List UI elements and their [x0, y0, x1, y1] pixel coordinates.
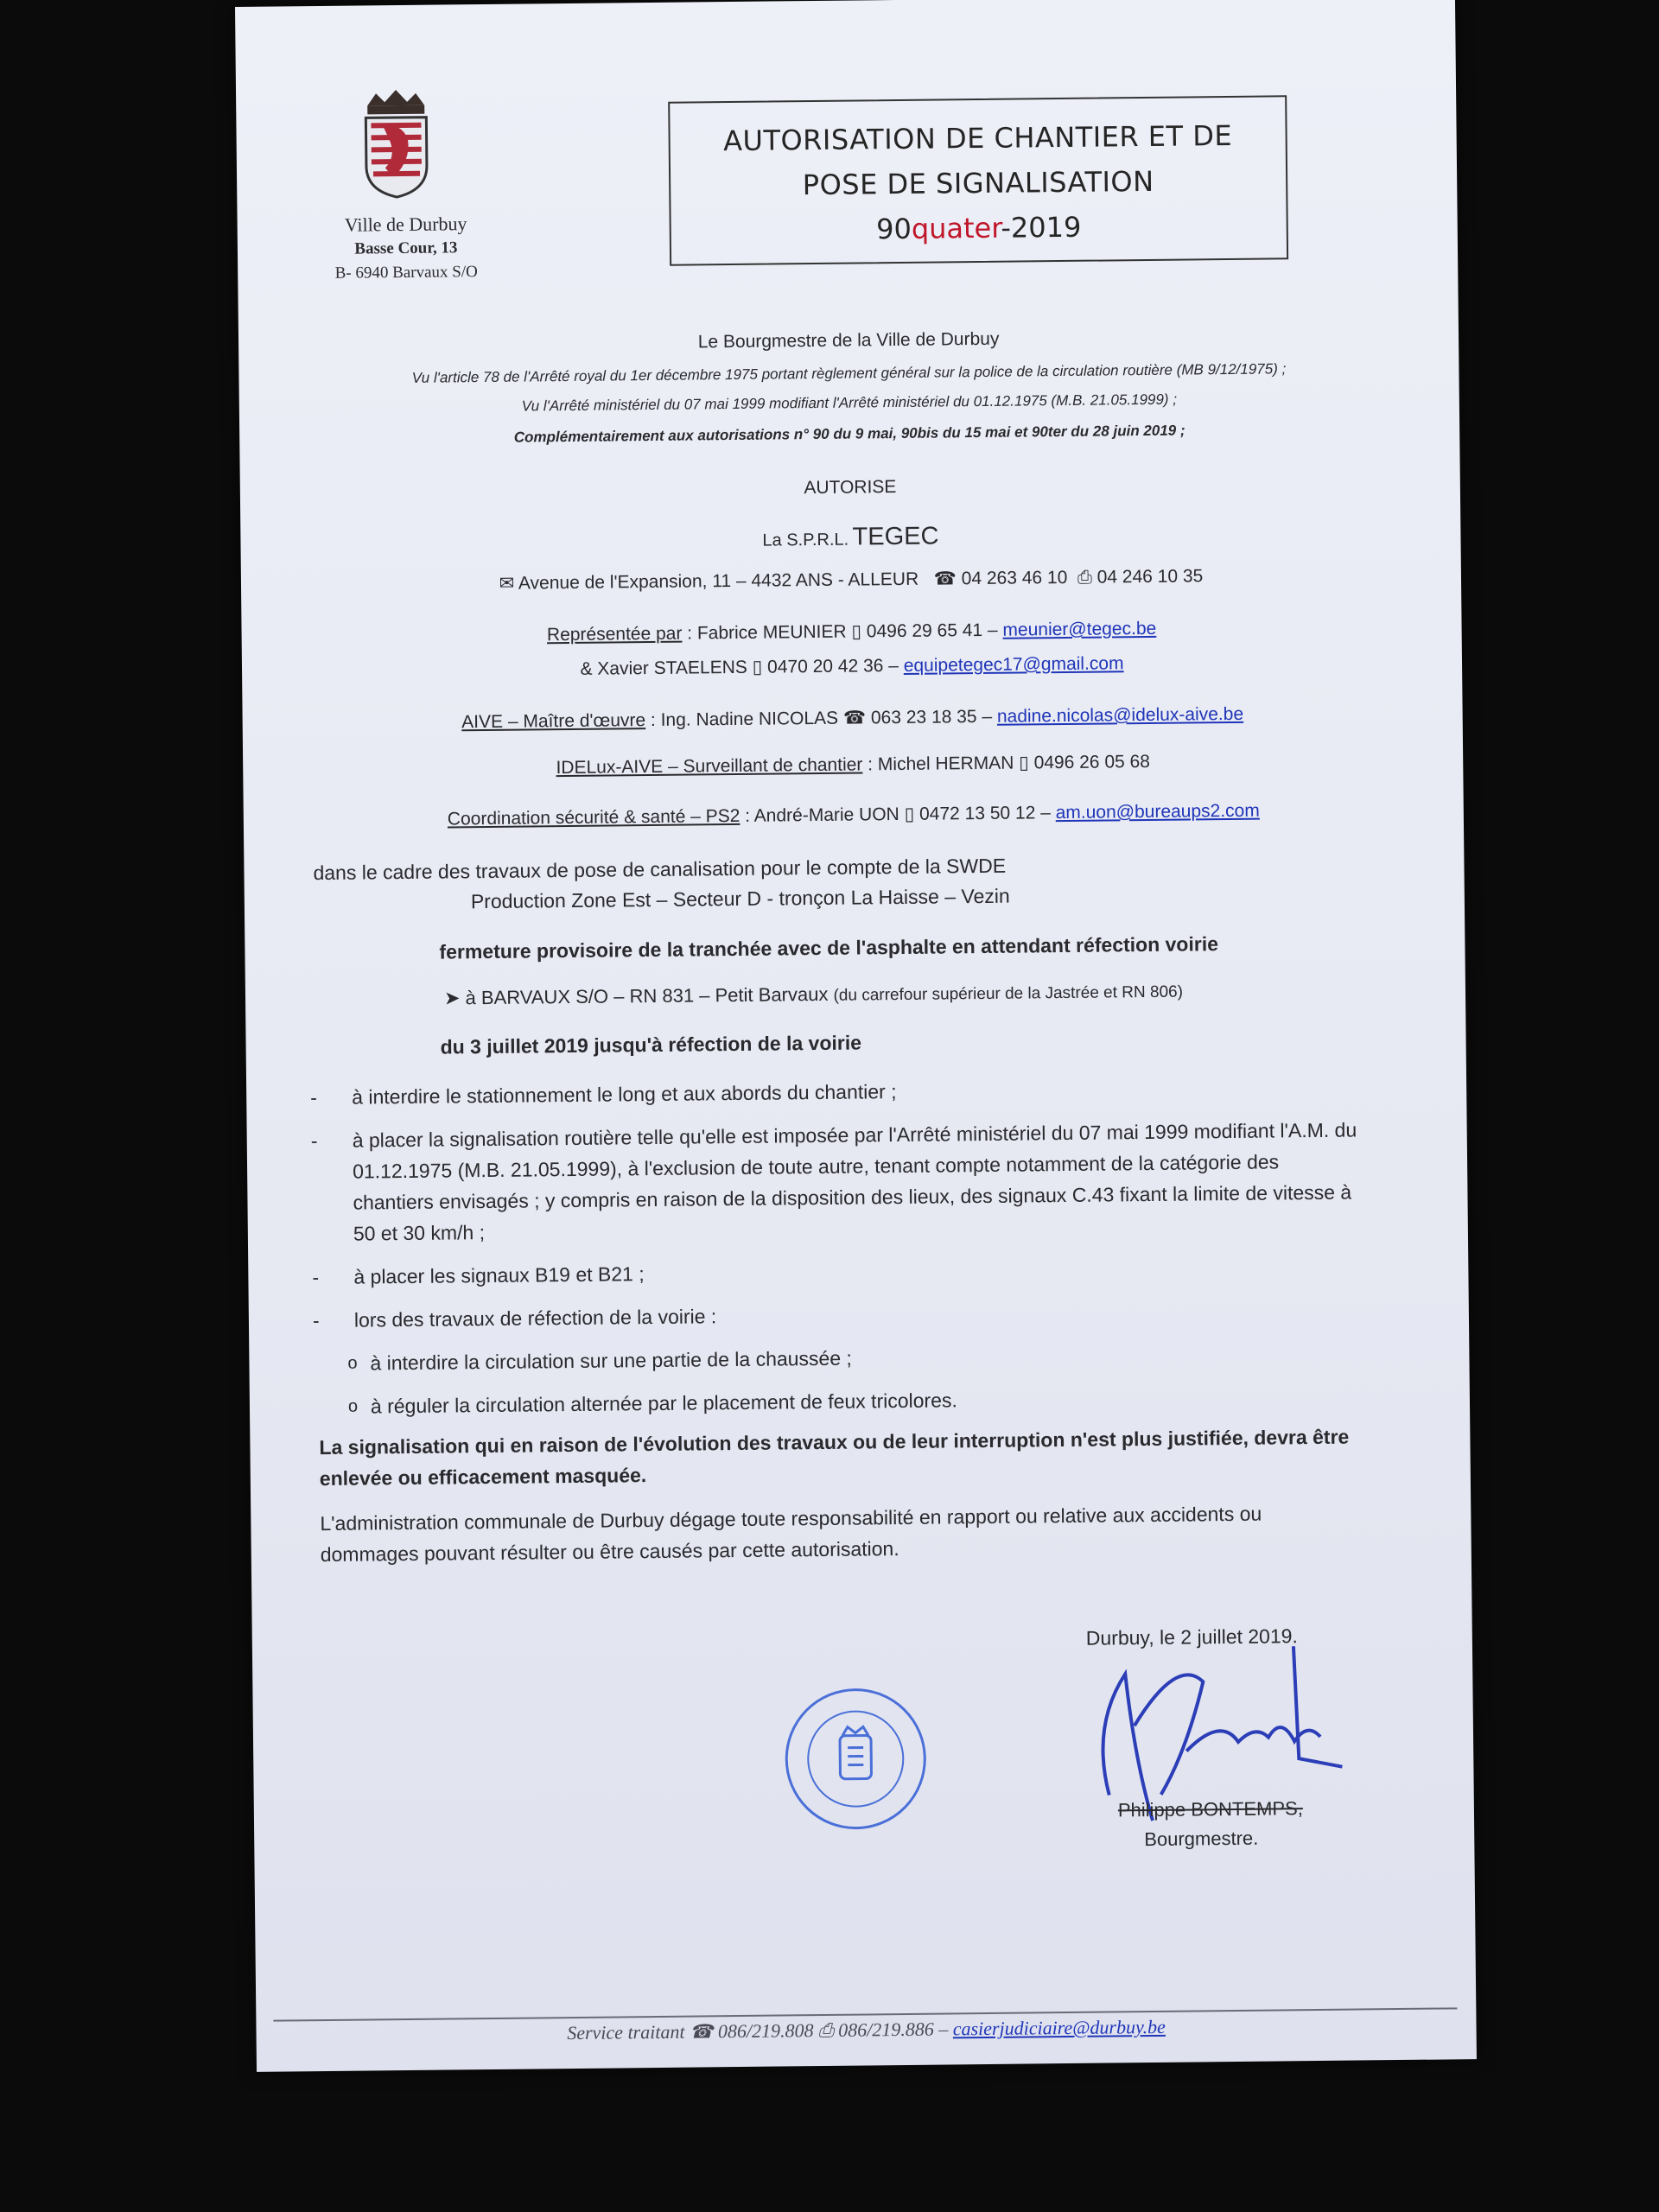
company-prefix: La S.P.R.L. [762, 530, 849, 550]
location-main: à BARVAUX S/O – RN 831 – Petit Barvaux [465, 982, 829, 1009]
rep1-gsm: 0496 29 65 41 – [866, 620, 998, 642]
signer-role: Bourgmestre. [1144, 1827, 1259, 1851]
location-line [444, 976, 1183, 1016]
rep2-email-link[interactable]: equipetegec17@gmail.com [903, 653, 1124, 676]
company-name: TEGEC [852, 522, 939, 551]
authorisation-number [671, 202, 1287, 253]
durbuy-crest-logo [357, 88, 435, 201]
mobile-icon: ▯ [904, 804, 915, 824]
number-suffix: -2019 [1001, 210, 1082, 245]
footer-label: Service traitant [567, 2020, 685, 2044]
idelux-line [243, 747, 1463, 782]
number-prefix: 90 [875, 212, 912, 246]
aive-label: AIVE – Maître d'œuvre [461, 710, 646, 733]
title-line-2: POSE DE SIGNALISATION [802, 164, 1154, 202]
town-block [307, 212, 506, 286]
footer-fax: 086/219.886 – [838, 2018, 949, 2041]
measure-item [324, 1071, 1361, 1113]
measure-item [325, 1114, 1363, 1249]
company-line [240, 517, 1460, 558]
measure-item [327, 1294, 1363, 1336]
period-line: du 3 juillet 2019 jusqu'à réfection de la voirie [440, 1031, 862, 1058]
signer-name: Philippe BONTEMPS, [1117, 1797, 1303, 1821]
rep2-gsm: 0470 20 42 36 – [766, 656, 899, 677]
reference-3: Complémentairement aux autorisations n° 90 du 9 mai, 90bis du 15 mai et 90ter du 28 juin 2019 ; [513, 422, 1185, 446]
representative-1 [242, 614, 1462, 649]
aive-tel: 063 23 18 35 – [870, 706, 993, 728]
mobile-icon: ▯ [1019, 753, 1029, 773]
town-zip: B- 6940 Barvaux S/O [334, 263, 478, 283]
idelux-gsm: 0496 26 05 68 [1033, 751, 1151, 773]
footer-tel: 086/219.808 [717, 2019, 814, 2043]
rep1-name: : Fabrice MEUNIER [687, 621, 847, 644]
mayor-line: Le Bourgmestre de la Ville de Durbuy [697, 328, 1000, 353]
title-line-1: AUTORISATION DE CHANTIER ET DE [722, 118, 1233, 158]
mail-icon: ✉ [499, 573, 515, 594]
measure-1-text: à interdire le stationnement le long et aux abords du chantier ; [352, 1080, 897, 1109]
company-address: Avenue de l'Expansion, 11 – 4432 ANS - ALLEUR [518, 569, 919, 594]
works-context-2: Production Zone Est – Secteur D - tronçon La Haisse – Vezin [470, 884, 1010, 913]
rep1-email-link[interactable]: meunier@tegec.be [1002, 618, 1157, 640]
mobile-icon: ▯ [752, 657, 763, 677]
fax-icon: ⎙ [817, 2018, 834, 2042]
location-detail: (du carrefour supérieur de la Jastrée et RN 806) [833, 982, 1184, 1005]
coordination-email-link[interactable]: am.uon@bureaups2.com [1055, 800, 1260, 823]
authorise-word: AUTORISE [804, 477, 897, 499]
idelux-name: : Michel HERMAN [868, 753, 1014, 775]
reference-2: Vu l'Arrêté ministériel du 07 mai 1999 modifiant l'Arrêté ministériel du 01.12.1975 (M.B. 21.05.1999) ; [521, 391, 1178, 415]
phone-icon: ☎ [842, 708, 867, 728]
aive-email-link[interactable]: nadine.nicolas@idelux-aive.be [996, 703, 1244, 727]
company-phone: 04 263 46 10 [961, 567, 1068, 589]
phone-icon: ☎ [933, 569, 957, 589]
measure-4-text: lors des travaux de réfection de la voirie : [353, 1305, 717, 1332]
signage-note: La signalisation qui en raison de l'évolution des travaux ou de leur interruption n'est plus justifiée, devra être enlevée ou efficacement masquée. [319, 1425, 1350, 1491]
fax-icon: ⎙ [1077, 567, 1092, 588]
town-name: Ville de Durbuy [344, 213, 467, 236]
measure-item [326, 1250, 1363, 1293]
measure-2-text: à placer la signalisation routière telle qu'elle est imposée par l'Arrêté ministériel du 07 mai 1999 modifiant l'A.M. du 01.12.1975 (M.B. 21.05.1999), à l'exclusion de toute autre, tenant compte notamment de la catégorie des chantiers envisagés ; y compris en raison de la disposition des lieux, des signaux C.43 fixant la limite de vitesse à 50 et 30 km/h ; [352, 1118, 1357, 1245]
measure-3-text: à placer les signaux B19 et B21 ; [353, 1262, 645, 1288]
document-sheet [235, 0, 1477, 2072]
representative-2 [242, 649, 1462, 683]
title-box [668, 95, 1288, 265]
mobile-icon: ▯ [851, 621, 862, 642]
disclaimer: L'administration communale de Durbuy dégage toute responsabilité en rapport ou relative aux accidents ou dommages pouvant résulter ou être causés par cette autorisation. [320, 1502, 1262, 1567]
idelux-label: IDELux-AIVE – Surveillant de chantier [556, 754, 863, 779]
date-line: Durbuy, le 2 juillet 2019. [1085, 1624, 1299, 1649]
company-fax: 04 246 10 35 [1096, 566, 1204, 588]
company-address-line [241, 563, 1461, 597]
sub-measure-2: o à réguler la circulation alternée par le placement de feux tricolores. [327, 1380, 1364, 1422]
coordination-name: : André-Marie UON [745, 804, 899, 826]
aive-line [243, 701, 1463, 735]
representative-label: Représentée par [546, 623, 683, 645]
sub-measure-1: o à interdire la circulation sur une partie de la chaussée ; [327, 1337, 1363, 1379]
measures-list [324, 1071, 1364, 1434]
reference-1: Vu l'article 78 de l'Arrêté royal du 1er décembre 1975 portant règlement général sur la police de la circulation routière (MB 9/12/1975) ; [411, 360, 1287, 386]
town-address: Basse Cour, 13 [354, 238, 458, 258]
coordination-label: Coordination sécurité & santé – PS2 [447, 805, 741, 830]
coordination-gsm: 0472 13 50 12 – [918, 803, 1051, 824]
coordination-line [244, 798, 1464, 832]
aive-name: : Ing. Nadine NICOLAS [650, 708, 839, 731]
official-stamp [781, 1685, 930, 1834]
works-context-1: dans le cadre des travaux de pose de canalisation pour le compte de la SWDE [313, 854, 1007, 885]
footer-email-link[interactable]: casierjudiciaire@durbuy.be [952, 2015, 1166, 2040]
closure-line: fermeture provisoire de la tranchée avec de l'asphalte en attendant réfection voirie [439, 932, 1219, 963]
number-red: quater [911, 211, 1001, 245]
phone-icon: ☎ [689, 2020, 714, 2043]
arrow-bullet-icon: ➤ [443, 987, 461, 1009]
rep2-name: & Xavier STAELENS [580, 657, 747, 679]
